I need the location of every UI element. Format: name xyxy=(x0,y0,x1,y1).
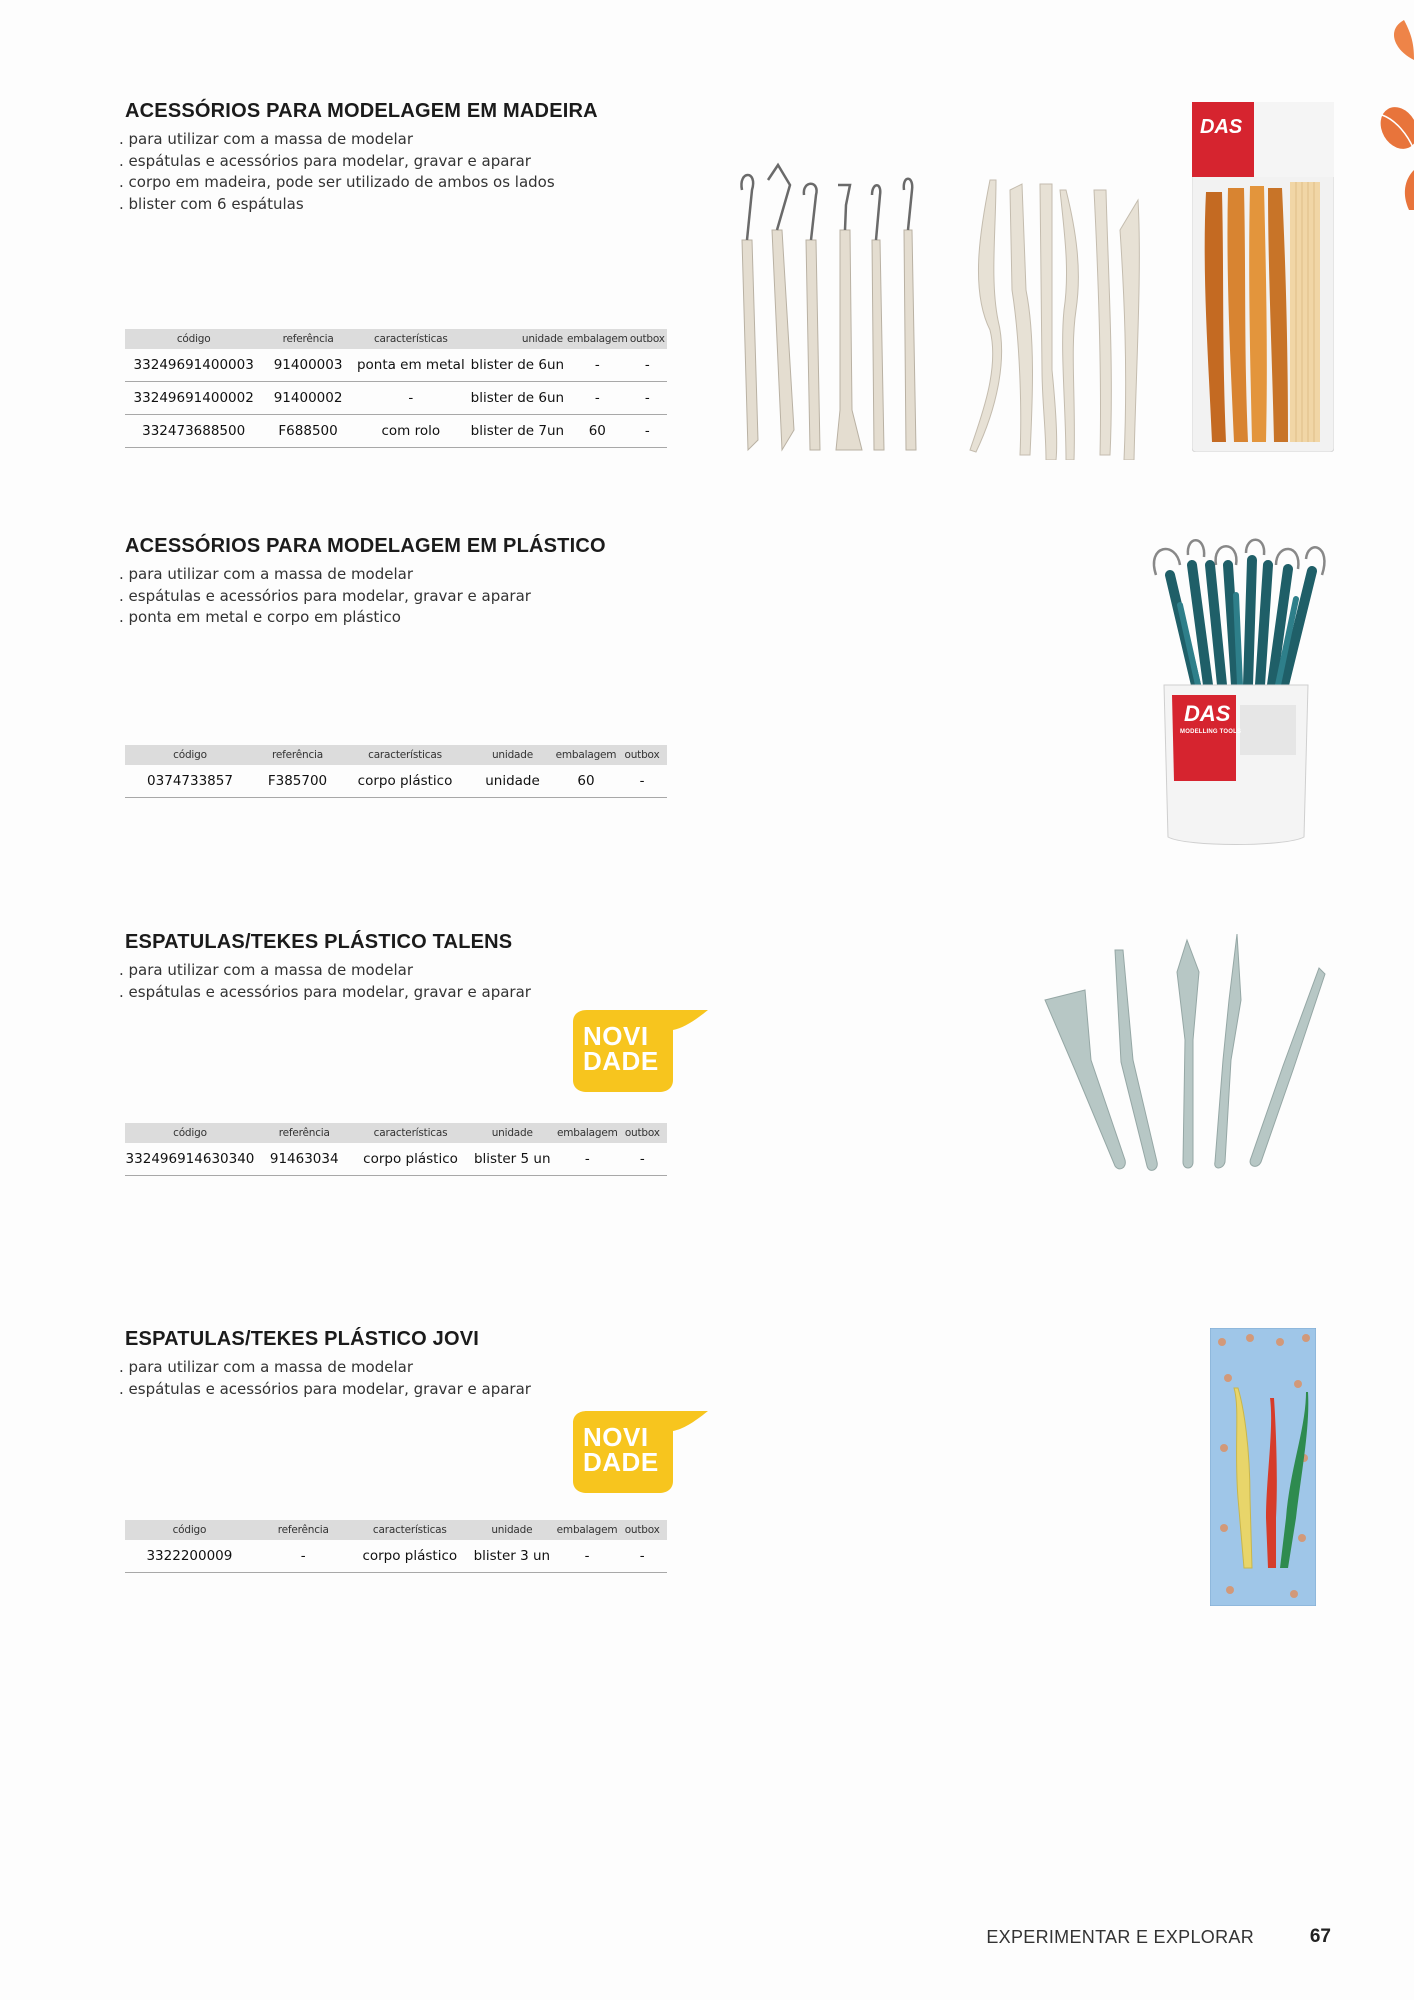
col-header-codigo: código xyxy=(125,329,262,349)
section-wood-modeling xyxy=(119,100,685,439)
cell-unidade: blister 5 un xyxy=(468,1143,557,1176)
section-title: ACESSÓRIOS PARA MODELAGEM EM MADEIRA xyxy=(125,100,598,122)
col-header-caracteristicas: características xyxy=(340,745,470,765)
col-header-outbox: outbox xyxy=(618,1123,667,1143)
cell-codigo: 332473688500 xyxy=(125,415,262,448)
col-header-unidade: unidade xyxy=(470,745,555,765)
spec-table xyxy=(125,745,667,798)
section-title: ACESSÓRIOS PARA MODELAGEM EM PLÁSTICO xyxy=(125,535,606,557)
col-header-embalagem: embalagem xyxy=(557,1123,618,1143)
cell-codigo: 3322200009 xyxy=(125,1540,254,1573)
col-header-caracteristicas: características xyxy=(354,329,468,349)
cell-referencia: 91400003 xyxy=(262,349,353,382)
cell-unidade: blister de 6un xyxy=(468,382,567,415)
cell-caracteristicas: com rolo xyxy=(354,415,468,448)
feature-item: . espátulas e acessórios para modelar, gravar e aparar xyxy=(119,586,531,605)
table-row xyxy=(125,1540,667,1573)
feature-item: . espátulas e acessórios para modelar, gravar e aparar xyxy=(119,982,531,1001)
cell-embalagem: 60 xyxy=(567,415,628,448)
col-header-caracteristicas: características xyxy=(354,1123,468,1143)
cell-unidade: unidade xyxy=(470,765,555,798)
cell-outbox: - xyxy=(628,382,667,415)
feature-list xyxy=(119,564,685,629)
cell-outbox: - xyxy=(628,349,667,382)
col-header-outbox: outbox xyxy=(617,745,667,765)
jovi-spatulas-blister-image xyxy=(1210,1328,1316,1606)
cell-caracteristicas: ponta em metal xyxy=(354,349,468,382)
col-header-outbox: outbox xyxy=(617,1520,667,1540)
col-header-referencia: referência xyxy=(255,745,340,765)
cell-codigo: 33249691400003 xyxy=(125,349,262,382)
wooden-spatulas-image xyxy=(960,170,1150,460)
feature-item: . corpo em madeira, pode ser utilizado de ambos os lados xyxy=(119,173,555,191)
spec-table xyxy=(125,1123,667,1176)
talens-spatulas-image xyxy=(1035,930,1335,1190)
cell-caracteristicas: corpo plástico xyxy=(354,1143,468,1176)
cell-referencia: - xyxy=(254,1540,353,1573)
novidade-badge xyxy=(573,1008,708,1094)
col-header-outbox: outbox xyxy=(628,329,667,349)
cell-caracteristicas: corpo plástico xyxy=(340,765,470,798)
col-header-unidade: unidade xyxy=(468,329,567,349)
col-header-referencia: referência xyxy=(255,1123,354,1143)
cell-unidade: blister de 6un xyxy=(468,349,567,382)
cell-outbox: - xyxy=(617,765,667,798)
feature-item: . para utilizar com a massa de modelar xyxy=(119,961,414,979)
badge-line-1: NOVI xyxy=(583,1021,649,1051)
cell-outbox: - xyxy=(617,1540,667,1573)
badge-line-1: NOVI xyxy=(583,1422,649,1452)
table-header-row xyxy=(125,329,667,349)
cell-referencia: 91400002 xyxy=(262,382,353,415)
cell-codigo: 33249691400002 xyxy=(125,382,262,415)
cell-caracteristicas: - xyxy=(354,382,468,415)
cell-outbox: - xyxy=(628,415,667,448)
col-header-codigo: código xyxy=(125,1520,254,1540)
feature-item: . para utilizar com a massa de modelar xyxy=(119,130,414,148)
das-logo: DAS xyxy=(1200,116,1243,138)
col-header-referencia: referência xyxy=(254,1520,353,1540)
table-header-row xyxy=(125,1123,667,1143)
cell-embalagem: - xyxy=(557,1143,618,1176)
footer-section-name: EXPERIMENTAR E EXPLORAR xyxy=(986,1927,1254,1947)
section-title: ESPATULAS/TEKES PLÁSTICO JOVI xyxy=(125,1328,479,1350)
feature-item: . blister com 6 espátulas xyxy=(119,194,304,213)
feature-item: . para utilizar com a massa de modelar xyxy=(119,1358,414,1376)
badge-text xyxy=(583,1422,659,1477)
col-header-referencia: referência xyxy=(262,329,353,349)
col-header-codigo: código xyxy=(125,745,255,765)
cell-embalagem: 60 xyxy=(555,765,617,798)
col-header-unidade: unidade xyxy=(468,1123,557,1143)
cell-outbox: - xyxy=(618,1143,667,1176)
feature-list xyxy=(119,1357,685,1400)
cell-codigo: 332496914630340 xyxy=(125,1143,255,1176)
decorative-leaves-icon xyxy=(1364,20,1414,210)
col-header-codigo: código xyxy=(125,1123,255,1143)
col-header-embalagem: embalagem xyxy=(567,329,628,349)
col-header-caracteristicas: características xyxy=(353,1520,467,1540)
cell-unidade: blister de 7un xyxy=(468,415,567,448)
table-header-row xyxy=(125,745,667,765)
section-plastic-modeling xyxy=(119,535,685,789)
cell-referencia: F385700 xyxy=(255,765,340,798)
col-header-embalagem: embalagem xyxy=(555,745,617,765)
table-row xyxy=(125,1143,667,1176)
cell-codigo: 0374733857 xyxy=(125,765,255,798)
novidade-badge xyxy=(573,1409,708,1495)
badge-text xyxy=(583,1021,659,1076)
cell-caracteristicas: corpo plástico xyxy=(353,1540,467,1573)
col-header-embalagem: embalagem xyxy=(557,1520,618,1540)
badge-line-2: DADE xyxy=(583,1046,659,1076)
feature-item: . para utilizar com a massa de modelar xyxy=(119,565,414,583)
page-number: 67 xyxy=(1309,1926,1331,1947)
table-row xyxy=(125,382,667,415)
cell-referencia: F688500 xyxy=(262,415,353,448)
table-row xyxy=(125,765,667,798)
das-blister-package-image xyxy=(1192,102,1334,452)
spec-table xyxy=(125,329,667,448)
cell-embalagem: - xyxy=(567,349,628,382)
cell-embalagem: - xyxy=(557,1540,618,1573)
table-row xyxy=(125,415,667,448)
cell-embalagem: - xyxy=(567,382,628,415)
badge-line-2: DADE xyxy=(583,1447,659,1477)
das-subtitle: MODELLING TOOLS xyxy=(1180,729,1242,735)
wooden-loop-tools-image xyxy=(728,160,928,460)
col-header-unidade: unidade xyxy=(467,1520,557,1540)
section-title: ESPATULAS/TEKES PLÁSTICO TALENS xyxy=(125,931,513,953)
spec-table xyxy=(125,1520,667,1573)
cell-unidade: blister 3 un xyxy=(467,1540,557,1573)
feature-item: . ponta em metal e corpo em plástico xyxy=(119,608,401,626)
feature-item: . espátulas e acessórios para modelar, gravar e aparar xyxy=(119,1379,531,1398)
cell-referencia: 91463034 xyxy=(255,1143,354,1176)
das-logo: DAS xyxy=(1184,701,1231,726)
table-header-row xyxy=(125,1520,667,1540)
das-tool-tub-image xyxy=(1136,535,1336,847)
feature-item: . espátulas e acessórios para modelar, gravar e aparar xyxy=(119,151,531,170)
feature-list xyxy=(119,960,685,1003)
table-row xyxy=(125,349,667,382)
feature-list xyxy=(119,129,685,215)
